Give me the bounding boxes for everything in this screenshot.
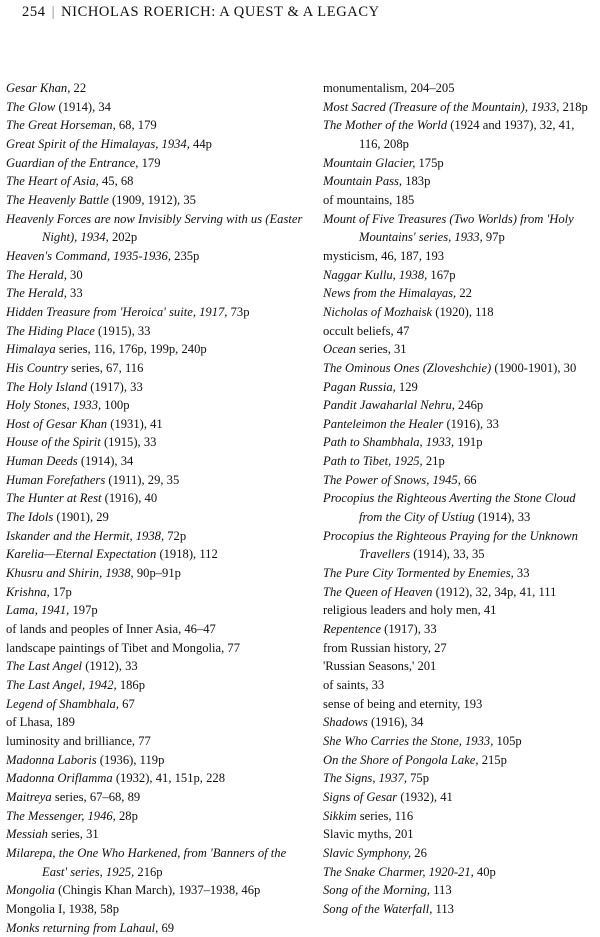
entry-reference: (1914), 34	[55, 99, 111, 114]
index-entry	[323, 601, 598, 620]
entry-title: The Signs, 1937,	[323, 771, 407, 786]
entry-reference: 215p	[478, 752, 507, 767]
index-entry	[6, 191, 314, 210]
entry-title: Hidden Treasure from 'Heroica' suite, 1917,	[6, 304, 228, 319]
entry-title: Human Deeds	[6, 454, 78, 469]
entry-reference: 218p	[559, 99, 588, 114]
index-entry	[323, 732, 598, 751]
entry-title: Slavic Symphony,	[323, 845, 412, 860]
index-entry	[6, 266, 314, 285]
entry-title: Ocean	[323, 342, 356, 357]
index-entry	[323, 433, 598, 452]
entry-title: Mount of Five Treasures (Two Worlds) from 'Holy Mountains' series, 1933,	[323, 211, 574, 245]
entry-title: Sikkim	[323, 808, 357, 823]
entry-reference: (1916), 33	[443, 416, 499, 431]
entry-title: Maitreya	[6, 789, 52, 804]
entry-title: The Ominous Ones (Zloveshchie)	[323, 360, 492, 375]
index-entry	[6, 322, 314, 341]
entry-reference: of saints, 33	[323, 678, 385, 692]
entry-reference: 21p	[422, 454, 445, 469]
index-entry	[323, 359, 598, 378]
entry-title: Great Spirit of the Himalayas, 1934,	[6, 136, 190, 151]
entry-reference: Mongolia I, 1938, 58p	[6, 901, 119, 916]
entry-title: Path to Shambhala, 1933,	[323, 435, 455, 450]
entry-reference: of Lhasa, 189	[6, 715, 75, 730]
entry-reference: 45, 68	[98, 174, 134, 189]
entry-reference: series, 67–68, 89	[51, 789, 141, 804]
entry-reference: (1936), 119p	[96, 752, 165, 767]
entry-title: Nicholas of Mozhaisk	[323, 304, 433, 319]
index-entry	[6, 639, 314, 658]
index-entry	[323, 583, 598, 602]
entry-reference: (1912), 32, 34p, 41, 111	[432, 584, 557, 599]
entry-title: News from the Himalayas,	[323, 286, 457, 301]
entry-reference: 90p–91p	[133, 566, 181, 581]
index-entry	[323, 98, 598, 117]
index-entry	[6, 732, 314, 751]
entry-reference: 72p	[164, 528, 187, 543]
entry-title: Panteleimon the Healer	[323, 416, 444, 431]
entry-reference: religious leaders and holy men, 41	[323, 603, 497, 618]
index-entry	[6, 564, 314, 583]
index-entry	[6, 79, 314, 98]
index-entry	[323, 340, 598, 359]
index-entry	[323, 191, 598, 210]
entry-title: The Pure City Tormented by Enemies,	[323, 566, 514, 581]
entry-reference: landscape paintings of Tibet and Mongolia, 77	[6, 640, 241, 655]
index-entry	[6, 471, 314, 490]
index-entry	[323, 881, 598, 900]
entry-title: The Queen of Heaven	[323, 584, 433, 599]
index-entry	[323, 378, 598, 397]
running-title: NICHOLAS ROERICH: A QUEST & A LEGACY	[61, 4, 380, 20]
entry-reference: 67	[119, 696, 135, 711]
index-entry	[6, 788, 314, 807]
index-entry	[6, 452, 314, 471]
entry-title: The Heavenly Battle	[6, 192, 109, 207]
entry-reference: (1917), 33	[381, 622, 437, 637]
index-entry	[323, 676, 598, 695]
index-entry	[6, 676, 314, 695]
entry-reference: 105p	[493, 733, 522, 748]
entry-reference: 167p	[427, 267, 456, 282]
entry-reference: (1916), 40	[101, 491, 158, 506]
entry-title: She Who Carries the Stone, 1933,	[323, 733, 494, 748]
entry-title: The Heart of Asia,	[6, 174, 99, 189]
index-entry	[323, 396, 598, 415]
entry-title: The Hiding Place	[6, 323, 95, 338]
entry-reference: 22	[456, 286, 472, 301]
index-entry	[6, 508, 314, 527]
entry-reference: (1920), 118	[432, 304, 494, 319]
entry-reference: occult beliefs, 47	[323, 323, 410, 338]
entry-reference: luminosity and brilliance, 77	[6, 733, 151, 748]
entry-reference: 68, 179	[115, 118, 157, 133]
entry-title: On the Shore of Pongola Lake,	[323, 752, 479, 767]
entry-title: Mountain Pass,	[323, 174, 403, 189]
index-entry	[323, 751, 598, 770]
entry-reference: 66	[460, 472, 477, 487]
index-entry	[6, 545, 314, 564]
entry-reference: 113	[430, 883, 452, 898]
index-entry	[6, 340, 314, 359]
entry-reference: (1900-1901), 30	[491, 360, 577, 375]
entry-reference: 113	[432, 901, 454, 916]
index-entry	[6, 807, 314, 826]
index-entry	[6, 284, 314, 303]
index-entry	[323, 471, 598, 490]
entry-title: The Power of Snows, 1945,	[323, 472, 461, 487]
index-entry	[6, 116, 314, 135]
entry-reference: 44p	[189, 136, 212, 151]
entry-reference: 129	[395, 379, 418, 394]
index-entry	[323, 322, 598, 341]
index-entry	[323, 116, 598, 153]
entry-title: Heavenly Forces are now Invisibly Serving with us (Easter Night), 1934,	[6, 211, 303, 245]
index-entry	[323, 210, 598, 247]
entry-title: The Hunter at Rest	[6, 491, 102, 506]
index-entry	[323, 303, 598, 322]
entry-title: Most Sacred (Treasure of the Mountain), 1933,	[323, 99, 560, 114]
entry-reference: 17p	[49, 584, 72, 599]
entry-reference: series, 67, 116	[67, 360, 144, 375]
entry-title: Madonna Laboris	[6, 752, 97, 767]
entry-reference: (1914), 34	[77, 454, 134, 469]
index-entry	[6, 825, 314, 844]
entry-reference: 40p	[473, 864, 496, 879]
entry-reference: (1915), 33	[94, 323, 151, 338]
entry-reference: (1915), 33	[100, 435, 157, 450]
index-entry	[6, 489, 314, 508]
entry-reference: (1912), 33	[82, 659, 138, 674]
index-entry	[323, 154, 598, 173]
entry-title: Khusru and Shirin, 1938,	[6, 566, 134, 581]
index-entry	[323, 79, 598, 98]
index-entry	[323, 284, 598, 303]
entry-title: The Messenger, 1946,	[6, 808, 116, 823]
entry-title: Guardian of the Entrance,	[6, 155, 139, 170]
index-entry	[323, 172, 598, 191]
entry-title: Milarepa, the One Who Harkened, from 'Banners of the East' series, 1925,	[6, 845, 287, 879]
entry-title: Signs of Gesar	[323, 789, 398, 804]
entry-title: Himalaya	[6, 342, 56, 357]
entry-title: Song of the Waterfall,	[323, 901, 433, 916]
running-header	[22, 4, 580, 21]
index-entry	[6, 396, 314, 415]
entry-reference: series, 31	[47, 827, 99, 842]
entry-title: Legend of Shambhala,	[6, 696, 119, 711]
index-entry	[323, 713, 598, 732]
entry-title: Path to Tibet, 1925,	[323, 454, 423, 469]
entry-title: The Mother of the World	[323, 118, 448, 133]
index-entry	[6, 695, 314, 714]
index-entry	[323, 657, 598, 676]
entry-title: Song of the Morning,	[323, 883, 431, 898]
entry-title: House of the Spirit	[6, 435, 101, 450]
entry-reference: 33	[66, 286, 83, 301]
index-entry	[6, 98, 314, 117]
index-entry	[323, 564, 598, 583]
entry-reference: (1917), 33	[87, 379, 143, 394]
index-entry	[323, 863, 598, 882]
entry-reference: 175p	[415, 155, 444, 170]
entry-title: Madonna Oriflamma	[6, 771, 113, 786]
entry-reference: (1916), 34	[367, 715, 424, 730]
entry-reference: monumentalism, 204–205	[323, 81, 455, 95]
index-column-left	[6, 79, 314, 937]
entry-title: The Great Horseman,	[6, 118, 116, 133]
entry-reference: (1932), 41	[397, 789, 453, 804]
index-entry	[6, 713, 314, 732]
entry-title: Gesar Khan,	[6, 81, 71, 95]
entry-title: The Holy Island	[6, 379, 88, 394]
entry-title: Krishna,	[6, 584, 50, 599]
entry-reference: Slavic myths, 201	[323, 827, 414, 842]
index-entry	[6, 378, 314, 397]
index-entry	[323, 452, 598, 471]
index-entry	[323, 527, 598, 564]
index-entry	[323, 788, 598, 807]
entry-reference: 183p	[402, 174, 431, 189]
index-entry	[6, 172, 314, 191]
entry-reference: 191p	[454, 435, 483, 450]
entry-title: The Snake Charmer, 1920-21,	[323, 864, 474, 879]
entry-reference: (1932), 41, 151p, 228	[112, 771, 225, 786]
entry-reference: 28p	[115, 808, 138, 823]
entry-title: The Herald,	[6, 267, 67, 282]
entry-reference: 30	[66, 267, 83, 282]
entry-reference: series, 116, 176p, 199p, 240p	[55, 342, 207, 357]
entry-title: Repentence	[323, 622, 382, 637]
index-entry	[6, 751, 314, 770]
entry-title: Karelia—Eternal Expectation	[6, 547, 157, 562]
entry-title: Shadows	[323, 715, 368, 730]
entry-reference: 186p	[116, 678, 146, 692]
entry-reference: series, 116	[356, 808, 414, 823]
entry-title: The Last Angel, 1942,	[6, 678, 117, 692]
entry-reference: (1914), 33	[474, 510, 531, 525]
index-entry	[323, 489, 598, 526]
index-entry	[6, 135, 314, 154]
page-number: 254	[22, 4, 46, 20]
entry-title: The Last Angel	[6, 659, 83, 674]
index-entry	[6, 210, 314, 247]
entry-title: Mountain Glacier,	[323, 155, 416, 170]
index-entry	[6, 601, 314, 620]
entry-reference: from Russian history, 27	[323, 640, 447, 655]
index-entry	[6, 433, 314, 452]
entry-title: The Herald,	[6, 286, 67, 301]
index-entry	[6, 881, 314, 900]
entry-title: Holy Stones, 1933,	[6, 398, 102, 413]
index-entry	[323, 247, 598, 266]
entry-title: Mongolia	[6, 883, 55, 898]
entry-reference: 202p	[108, 230, 138, 245]
entry-reference: 26	[411, 845, 427, 860]
index-entry	[323, 807, 598, 826]
entry-title: Lama, 1941,	[6, 603, 70, 618]
entry-reference: (Chingis Khan March), 1937–1938, 46p	[54, 883, 261, 898]
entry-reference: 75p	[406, 771, 430, 786]
index-entry	[323, 844, 598, 863]
index-entry	[323, 415, 598, 434]
entry-title: Naggar Kullu, 1938,	[323, 267, 428, 282]
entry-title: The Glow	[6, 99, 56, 114]
entry-reference: (1918), 112	[156, 547, 218, 562]
index-entry	[6, 247, 314, 266]
entry-reference: 246p	[454, 398, 484, 413]
index-entry	[323, 900, 598, 919]
entry-reference: of lands and peoples of Inner Asia, 46–47	[6, 622, 216, 637]
entry-title: Monks returning from Lahaul,	[6, 920, 159, 935]
index-entry	[323, 769, 598, 788]
index-entry	[6, 583, 314, 602]
index-entry	[6, 527, 314, 546]
index-entry	[323, 639, 598, 658]
entry-reference: (1909, 1912), 35	[108, 192, 196, 207]
entry-reference: (1931), 41	[107, 416, 163, 431]
index-entry	[323, 266, 598, 285]
index-entry	[6, 303, 314, 322]
index-entry	[6, 769, 314, 788]
index-entry	[6, 900, 314, 919]
entry-reference: 100p	[101, 398, 130, 413]
index-entry	[6, 657, 314, 676]
index-entry	[6, 359, 314, 378]
entry-title: Human Forefathers	[6, 472, 106, 487]
index-entry	[323, 695, 598, 714]
entry-title: Host of Gesar Khan	[6, 416, 108, 431]
index-entry	[6, 154, 314, 173]
entry-title: Procopius the Righteous Praying for the Unknown Travellers	[323, 528, 578, 562]
entry-reference: 197p	[69, 603, 98, 618]
index-entry	[6, 919, 314, 937]
entry-title: Pagan Russia,	[323, 379, 396, 394]
entry-reference: mysticism, 46, 187, 193	[323, 248, 445, 263]
index-entry	[6, 415, 314, 434]
index-column-right	[323, 79, 598, 919]
entry-title: The Idols	[6, 510, 54, 525]
index-entry	[323, 620, 598, 639]
entry-title: Iskander and the Hermit, 1938,	[6, 528, 165, 543]
entry-title: His Country	[6, 360, 68, 375]
entry-reference: 33	[513, 566, 530, 581]
entry-reference: (1924 and 1937), 32, 41, 116, 208p	[359, 118, 575, 151]
index-entry	[323, 825, 598, 844]
entry-title: Messiah	[6, 827, 48, 842]
index-entry	[6, 844, 314, 881]
entry-reference: 69	[158, 920, 175, 935]
entry-title: Heaven's Command, 1935-1936,	[6, 248, 171, 263]
entry-reference: 73p	[227, 304, 250, 319]
entry-reference: 216p	[134, 864, 163, 879]
entry-reference: (1901), 29	[53, 510, 109, 525]
entry-reference: sense of being and eternity, 193	[323, 696, 483, 711]
entry-reference: (1914), 33, 35	[410, 547, 485, 562]
entry-reference: 179	[138, 155, 161, 170]
entry-title: Pandit Jawaharlal Nehru,	[323, 398, 455, 413]
entry-reference: (1911), 29, 35	[105, 472, 180, 487]
header-separator: |	[51, 4, 56, 20]
entry-reference: 97p	[482, 230, 505, 245]
entry-reference: 22	[70, 81, 87, 95]
entry-title: Procopius the Righteous Averting the Stone Cloud from the City of Ustiug	[323, 491, 576, 525]
entry-reference: of mountains, 185	[323, 192, 415, 207]
index-entry	[6, 620, 314, 639]
entry-reference: 'Russian Seasons,' 201	[323, 659, 437, 674]
entry-reference: 235p	[171, 248, 200, 263]
entry-reference: series, 31	[355, 342, 407, 357]
